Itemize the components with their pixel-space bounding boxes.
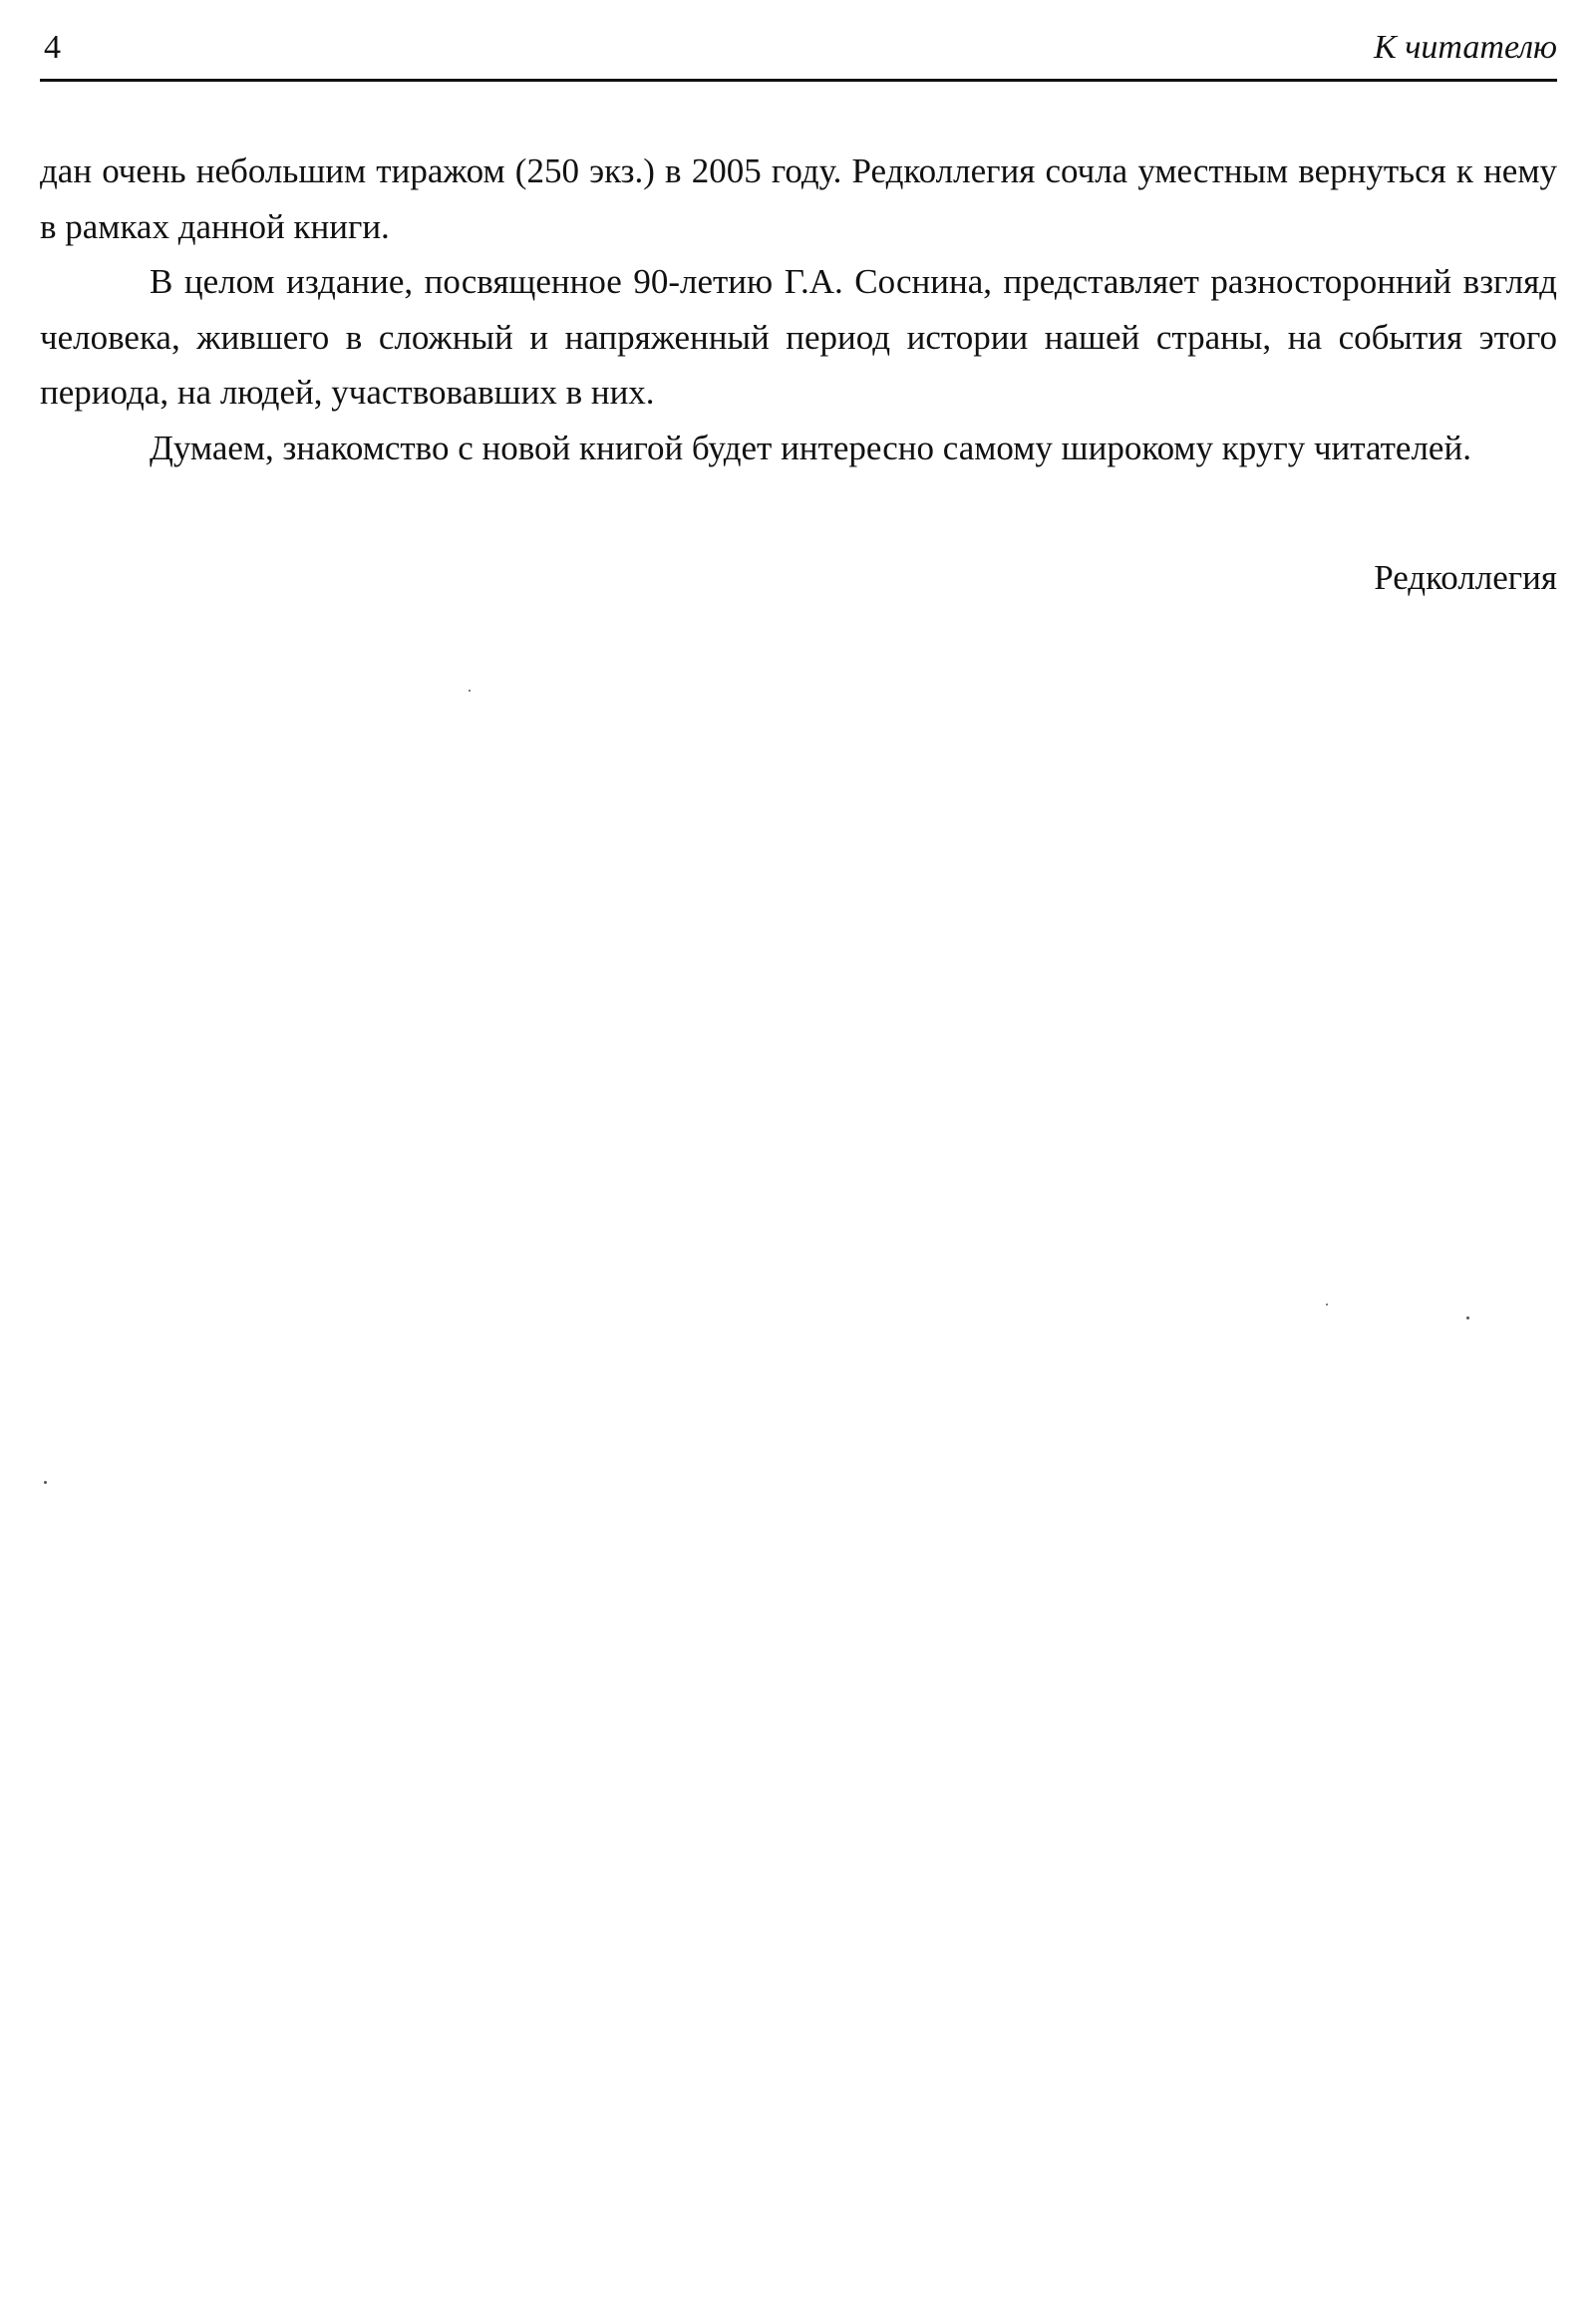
signature: Редколлегия <box>1374 558 1557 597</box>
section-title: К читателю <box>1374 29 1557 66</box>
paragraph: В целом издание, посвященное 90-летию Г.А. Соснина, представляет разносторонний взгляд человека, жившего в сложный и напряженный период истории нашей страны, на события этого периода, на людей, участвовавших в них. <box>40 262 1557 412</box>
scan-speck <box>469 690 471 692</box>
running-head <box>40 26 1557 74</box>
scan-speck <box>1466 1316 1469 1319</box>
header-divider <box>40 79 1557 82</box>
paragraph: Думаем, знакомство с новой книгой будет интересно самому широкому кругу читателей. <box>150 428 1471 467</box>
paragraph-continuation: дан очень небольшим тиражом (250 экз.) в 2005 году. Редколлегия сочла уместным вернуться к нему в рамках данной книги. <box>40 151 1557 246</box>
page-number: 4 <box>44 29 61 66</box>
body-text <box>40 144 1557 475</box>
scan-speck <box>44 1481 47 1484</box>
scan-speck <box>1326 1304 1328 1306</box>
